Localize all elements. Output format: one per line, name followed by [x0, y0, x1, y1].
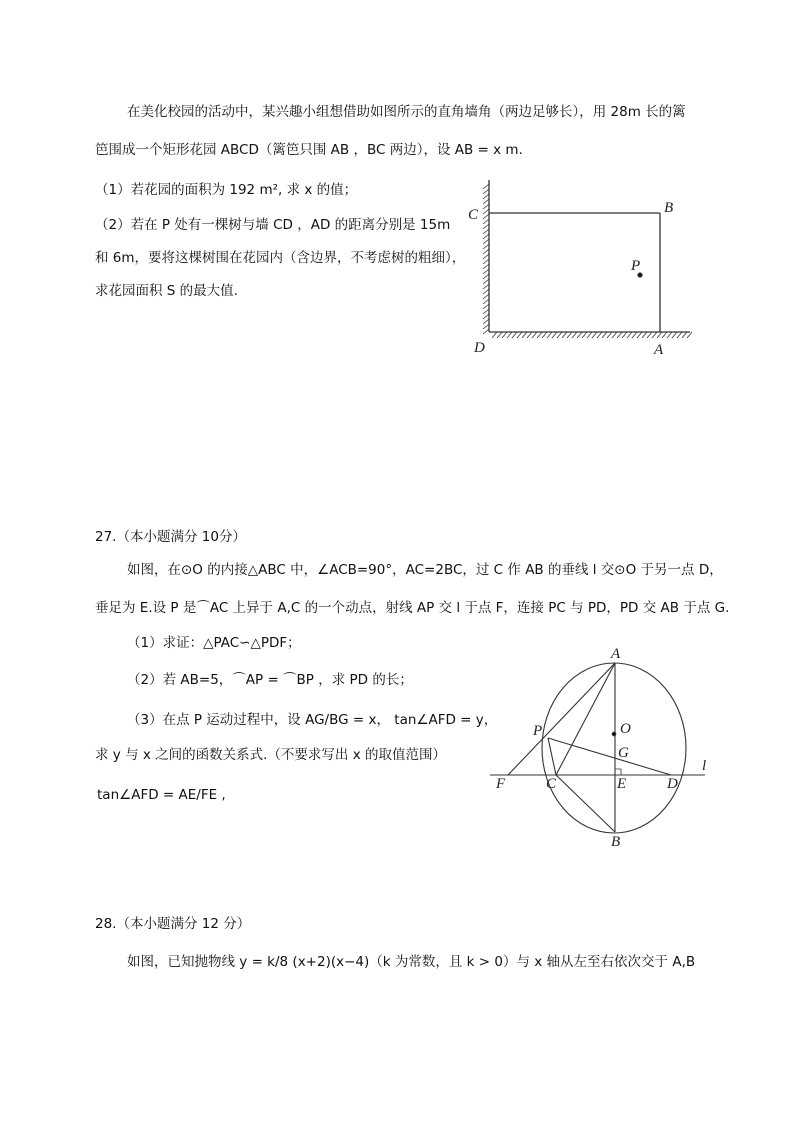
- segment-pc: [548, 738, 556, 775]
- hatch-mark: [572, 332, 577, 338]
- label-d2: D: [667, 776, 678, 792]
- hatch-mark: [483, 184, 489, 189]
- hatch-mark: [483, 294, 489, 299]
- q27-part3: （3）在点 P 运动过程中，设 AG/BG = x， tan∠AFD = y，: [127, 712, 498, 728]
- hatch-mark: [483, 264, 489, 269]
- hatch-mark: [647, 332, 652, 338]
- label-c: C: [468, 207, 479, 223]
- hatch-mark: [483, 234, 489, 239]
- label-b: B: [664, 200, 674, 216]
- hatch-mark: [483, 324, 489, 329]
- hatch-mark: [612, 332, 617, 338]
- hatch-mark: [607, 332, 612, 338]
- hatch-mark: [483, 189, 489, 194]
- label-p: P: [631, 258, 641, 274]
- label-l: l: [702, 758, 707, 774]
- hatch-mark: [492, 332, 497, 338]
- hatch-mark: [577, 332, 582, 338]
- hatch-mark: [677, 332, 682, 338]
- q27-header: 27.（本小题满分 10分）: [95, 529, 246, 545]
- label-p2: P: [533, 723, 543, 739]
- label-d: D: [474, 340, 485, 356]
- q27-line1: 如图，在⊙O 的内接△ABC 中，∠ACB=90°，AC=2BC，过 C 作 AB 的垂线 l 交⊙O 于另一点 D，: [127, 562, 723, 578]
- hatch-mark: [552, 332, 557, 338]
- garden-figure: [483, 180, 692, 338]
- hatch-mark: [567, 332, 572, 338]
- hatch-mark: [547, 332, 552, 338]
- hatch-mark: [627, 332, 632, 338]
- hatch-mark: [587, 332, 592, 338]
- hatch-mark: [483, 244, 489, 249]
- hatch-mark: [483, 199, 489, 204]
- hatch-mark: [667, 332, 672, 338]
- hatch-mark: [483, 259, 489, 264]
- hatch-mark: [602, 332, 607, 338]
- circle-o: [542, 663, 686, 833]
- hatch-mark: [483, 254, 489, 259]
- q26-line2: 笆围成一个矩形花园 ABCD（篱笆只围 AB ，BC 两边），设 AB = x m.: [95, 142, 523, 158]
- hatch-mark: [532, 332, 537, 338]
- hatch-mark: [597, 332, 602, 338]
- hatch-mark: [517, 332, 522, 338]
- q26-part2c: 求花园面积 S 的最大值.: [95, 283, 238, 299]
- hatch-mark: [483, 229, 489, 234]
- hatch-mark: [483, 269, 489, 274]
- label-b2: B: [611, 834, 621, 850]
- q26-part2a: （2）若在 P 处有一棵树与墙 CD ，AD 的距离分别是 15m: [95, 217, 451, 233]
- hatch-mark: [483, 219, 489, 224]
- label-e: E: [617, 776, 627, 792]
- hatch-mark: [483, 224, 489, 229]
- hatch-mark: [483, 289, 489, 294]
- q28-line1: 如图，已知抛物线 y = k/8 (x+2)(x−4)（k 为常数，且 k > 0）与 x 轴从左至右依次交于 A,B: [127, 954, 696, 970]
- hatch-mark: [483, 274, 489, 279]
- q27-part3b: 求 y 与 x 之间的函数关系式.（不要求写出 x 的取值范围）: [95, 747, 447, 763]
- hatch-mark: [582, 332, 587, 338]
- hatch-mark: [662, 332, 667, 338]
- segment-cb: [556, 775, 615, 832]
- hatch-mark: [592, 332, 597, 338]
- label-o: O: [620, 721, 631, 737]
- hatch-mark: [483, 214, 489, 219]
- label-f: F: [496, 776, 506, 792]
- segment-ac: [556, 663, 615, 775]
- ray-af: [508, 663, 615, 775]
- hatch-mark: [483, 249, 489, 254]
- hatch-mark: [522, 332, 527, 338]
- q27-note: tan∠AFD = AE/FE ,: [97, 787, 226, 803]
- hatch-mark: [483, 209, 489, 214]
- hatch-mark: [483, 319, 489, 324]
- hatch-mark: [672, 332, 677, 338]
- hatch-mark: [632, 332, 637, 338]
- hatch-mark: [483, 204, 489, 209]
- label-g: G: [618, 745, 629, 761]
- q28-header: 28.（本小题满分 12 分）: [95, 916, 251, 932]
- hatch-mark: [557, 332, 562, 338]
- hatch-mark: [483, 314, 489, 319]
- hatch-mark: [483, 284, 489, 289]
- right-angle-mark: [615, 769, 621, 775]
- hatch-mark: [622, 332, 627, 338]
- hatch-mark: [527, 332, 532, 338]
- hatch-mark: [682, 332, 687, 338]
- hatch-mark: [657, 332, 662, 338]
- hatch-mark: [483, 279, 489, 284]
- hatch-mark: [642, 332, 647, 338]
- segment-pd: [548, 738, 671, 775]
- hatch-mark: [483, 299, 489, 304]
- q26-part2b: 和 6m，要将这棵树围在花园内（含边界，不考虑树的粗细），: [95, 250, 466, 266]
- hatch-mark: [617, 332, 622, 338]
- label-a2: A: [611, 646, 621, 662]
- hatch-mark: [512, 332, 517, 338]
- q26-line1: 在美化校园的活动中，某兴趣小组想借助如图所示的直角墙角（两边足够长），用 28m 长的篱: [127, 104, 686, 120]
- hatch-mark: [652, 332, 657, 338]
- q27-part2: （2）若 AB=5，⌒AP = ⌒BP ，求 PD 的长；: [127, 672, 413, 688]
- label-c2: C: [546, 776, 557, 792]
- label-a: A: [654, 342, 664, 358]
- hatch-mark: [507, 332, 512, 338]
- hatch-mark: [497, 332, 502, 338]
- center-o: [612, 732, 616, 736]
- hatch-mark: [537, 332, 542, 338]
- hatch-mark: [542, 332, 547, 338]
- hatch-mark: [483, 239, 489, 244]
- q27-line2: 垂足为 E.设 P 是⌒AC 上异于 A,C 的一个动点，射线 AP 交 l 于点 F，连接 PC 与 PD，PD 交 AB 于点 G.: [95, 600, 730, 616]
- hatch-mark: [483, 304, 489, 309]
- circle-figure: [490, 663, 705, 833]
- hatch-mark: [483, 309, 489, 314]
- q26-part1: （1）若花园的面积为 192 m², 求 x 的值；: [95, 182, 358, 198]
- hatch-mark: [637, 332, 642, 338]
- hatch-mark: [502, 332, 507, 338]
- hatch-mark: [562, 332, 567, 338]
- hatch-mark: [687, 332, 692, 338]
- q27-part1: （1）求证：△PAC∽△PDF；: [127, 635, 301, 651]
- hatch-mark: [483, 329, 489, 334]
- hatch-mark: [483, 194, 489, 199]
